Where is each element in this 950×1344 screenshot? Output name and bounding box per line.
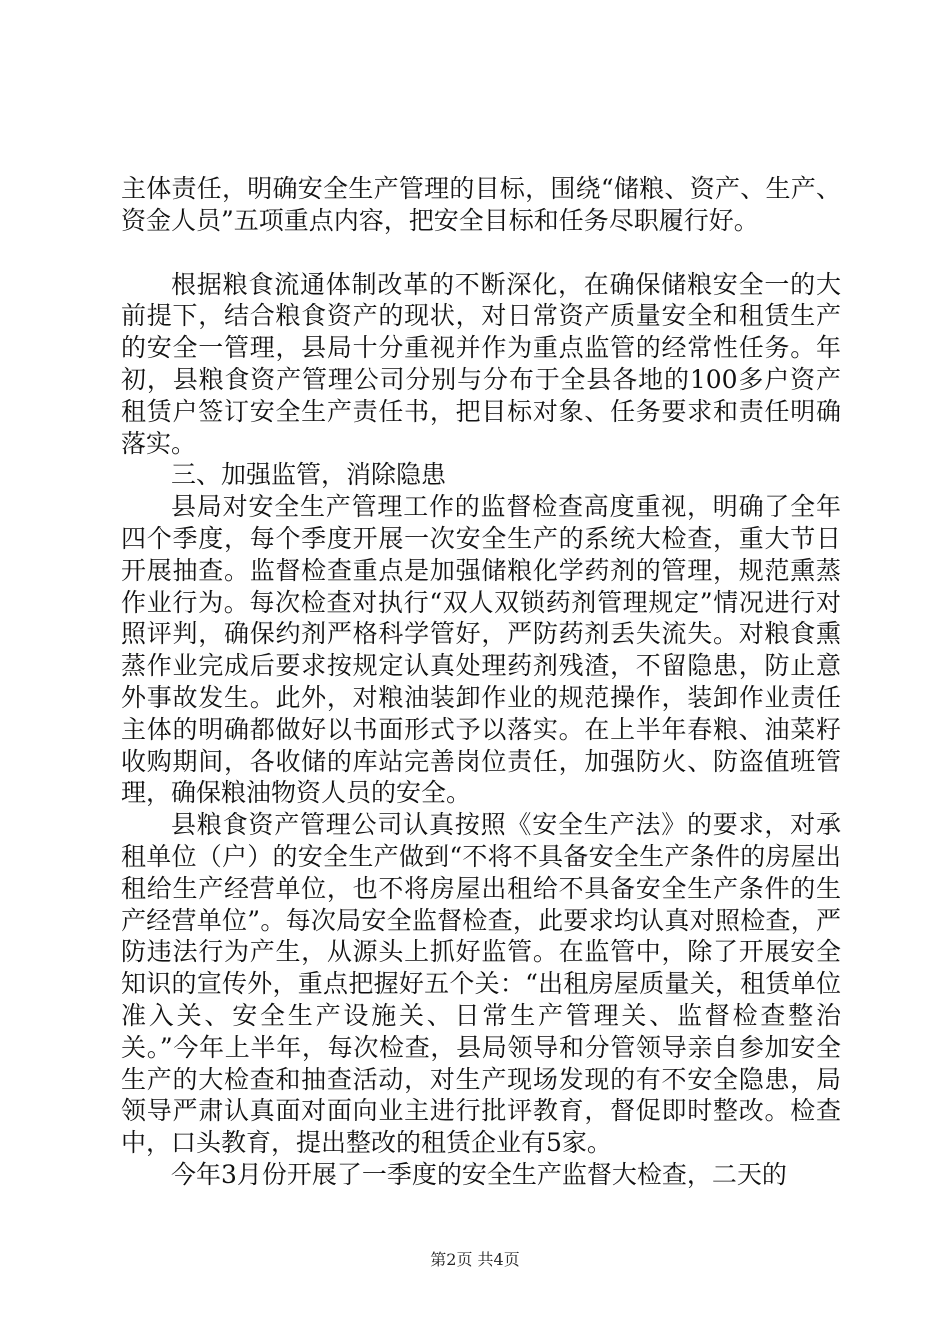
paragraph-asset-company: 县粮食资产管理公司认真按照《安全生产法》的要求，对承租单位（户）的安全生产做到“不将不具备安全生产条件的房屋出租给生产经营单位，也不将房屋出租给不具备安全生产条件的生产经营单位”。每次局安全监督检查，此要求均认真对照检查，严防违法行为产生，从源头上抓好监管。在监管中，除了开展安全知识的宣传外，重点把握好五个关：“出租房屋质量关，租赁单位准入关、安全生产设施关、日常生产管理关、监督检查整治关。”今年上半年，每次检查，县局领导和分管领导亲自参加安全生产的大检查和抽查活动，对生产现场发现的有不安全隐患，局领导严肃认真面对面向业主进行批评教育，督促即时整改。检查中，口头教育，提出整改的租赁企业有5家。 (121, 810, 841, 1158)
paragraph-reform: 根据粮食流通体制改革的不断深化，在确保储粮安全一的大前提下，结合粮食资产的现状，对日常资产质量安全和租赁生产的安全一管理，县局十分重视并作为重点监管的经常性任务。年初，县粮食资产管理公司分别与分布于全县各地的100多户资产租赁户签订安全生产责任书，把目标对象、任务要求和责任明确落实。 (121, 269, 841, 458)
document-body (121, 173, 841, 1191)
paragraph-continued: 主体责任，明确安全生产管理的目标，围绕“储粮、资产、生产、资金人员”五项重点内容，把安全目标和任务尽职履行好。 (121, 174, 841, 235)
paragraph-march-inspection: 今年3月份开展了一季度的安全生产监督大检查，二天的 (171, 1159, 787, 1189)
paragraph-supervision: 县局对安全生产管理工作的监督检查高度重视，明确了全年四个季度，每个季度开展一次安全生产的系统大检查，重大节日开展抽查。监督检查重点是加强储粮化学药剂的管理，规范熏蒸作业行为。每次检查对执行“双人双锁药剂管理规定”情况进行对照评判，确保约剂严格科学管好，严防药剂丢失流失。对粮食熏蒸作业完成后要求按规定认真处理药剂残渣，不留隐患，防止意外事故发生。此外，对粮油装卸作业的规范操作，装卸作业责任主体的明确都做好以书面形式予以落实。在上半年春粮、油菜籽收购期间，各收储的库站完善岗位责任，加强防火、防盗值班管理，确保粮油物资人员的安全。 (121, 492, 841, 808)
page-footer: 第2页 共4页 (430, 1250, 520, 1269)
section-heading: 三、加强监管，消除隐患 (171, 460, 447, 490)
